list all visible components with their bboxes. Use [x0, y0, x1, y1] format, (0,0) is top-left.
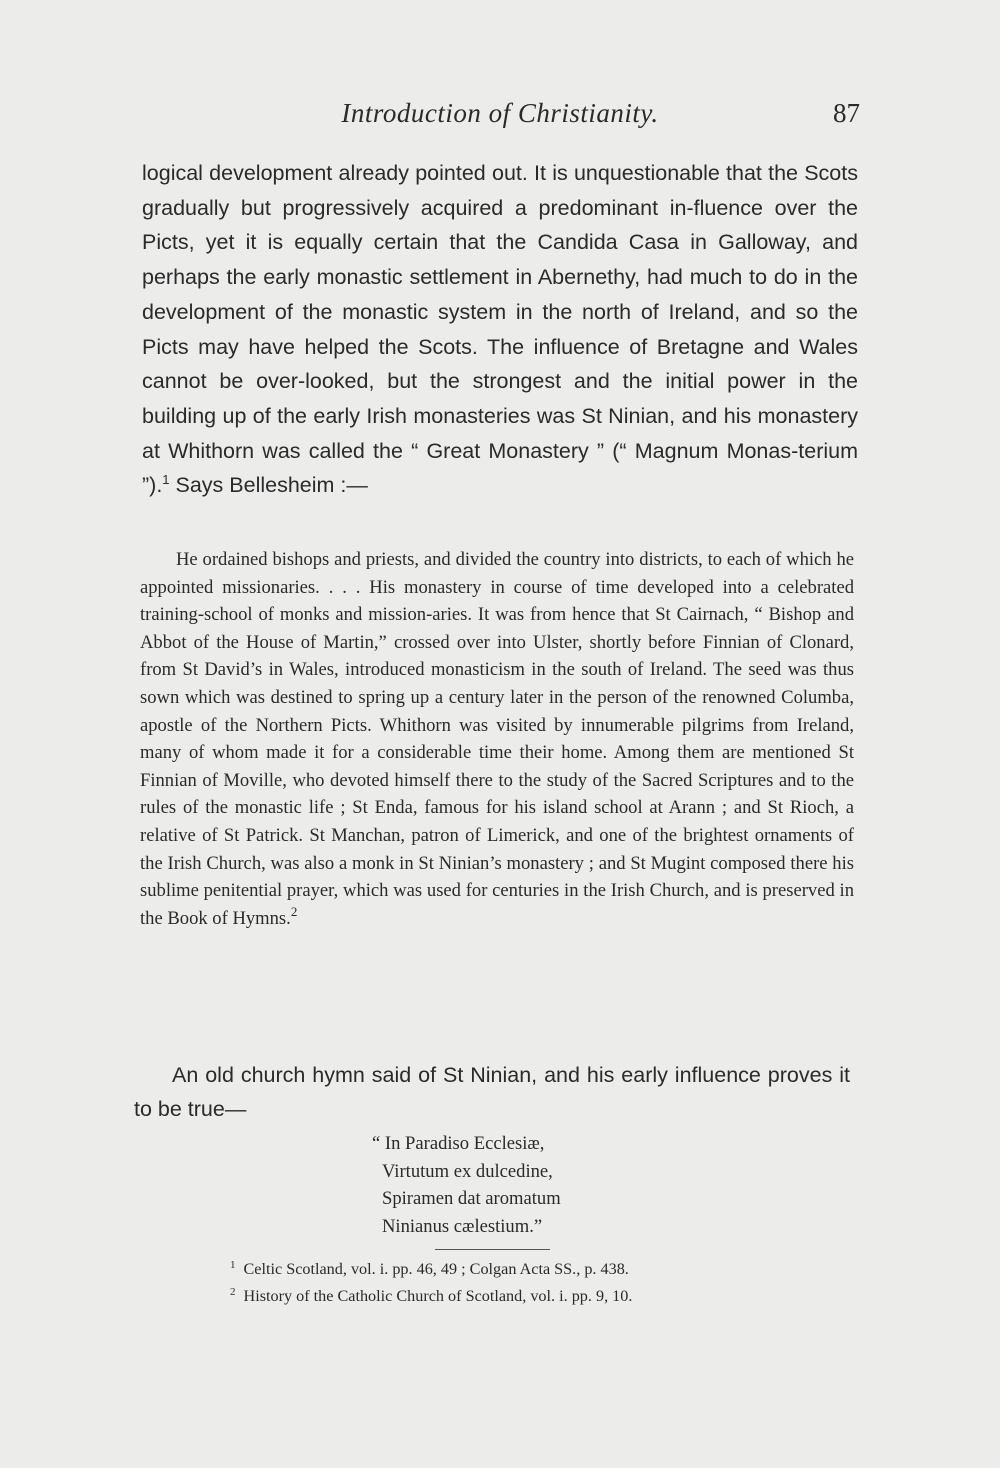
footnote-mark: 2 — [230, 1286, 236, 1298]
page-header — [140, 98, 860, 138]
hymn-line: “ In Paradiso Ecclesiæ, — [372, 1133, 545, 1154]
block-quote — [140, 546, 854, 932]
block-quote-text: He ordained bishops and priests, and divided the country into districts, to each of which he appointed missionaries. . . . His monastery in course of time developed into a celebrated training-school of monks and mission-aries. It was from hence that St Cairnach, “ Bishop and Abbot of the House of Martin,” crossed over into Ulster, shortly before Finnian of Clonard, from St David’s in Wales, introduced monasticism in the south of Ireland. The seed was thus sown which was destined to spring up a century later in the person of the renowned Columba, apostle of the Northern Picts. Whithorn was visited by innumerable pilgrims from Ireland, many of whom made it for a considerable time their home. Among them are mentioned St Finnian of Moville, who devoted himself there to the study of the Sacred Scriptures and to the rules of the monastic life ; St Enda, famous for his island school at Arann ; and St Rioch, a relative of St Patrick. St Manchan, patron of Limerick, and one of the brightest ornaments of the Irish Church, was also a monk in St Ninian’s monastery ; and St Mugint composed there his sublime penitential prayer, which was used for centuries in the Irish Church, and is preserved in the Book of Hymns. — [140, 549, 854, 929]
footnote-2 — [230, 1283, 632, 1310]
footnote-divider — [435, 1249, 550, 1250]
main-paragraph-text: logical development already pointed out. It is unquestionable that the Scots gradually but progressively acquired a predominant in-fluence over the Picts, yet it is equally certain that the Candida Casa in Galloway, and perhaps the early monastic settlement in Abernethy, had much to do in the development of the monastic system in the north of Ireland, and so the Picts may have helped the Scots. The influence of Bretagne and Wales cannot be over-looked, but the strongest and the initial power in the building up of the early Irish monasteries was St Ninian, and his monastery at Whithorn was called the “ Great Monastery ” (“ Magnum Monas-terium ”). — [142, 161, 858, 498]
footnote-text: Celtic Scotland, vol. i. pp. 46, 49 ; Colgan Acta SS., p. 438. — [243, 1260, 629, 1278]
footnote-ref-1: 1 — [162, 472, 170, 488]
footnote-ref-2: 2 — [290, 903, 298, 919]
after-quote-paragraph — [134, 1058, 850, 1126]
hymn-line: Spiramen dat aromatum — [382, 1188, 561, 1210]
footnotes — [230, 1256, 632, 1310]
main-paragraph-tail: Says Bellesheim :— — [169, 473, 368, 498]
hymn-line: Virtutum ex dulcedine, — [382, 1160, 553, 1182]
page-number: 87 — [833, 98, 860, 128]
footnote-1 — [230, 1256, 632, 1283]
footnote-mark: 1 — [230, 1259, 236, 1271]
hymn-line: Ninianus cælestium.” — [382, 1215, 543, 1237]
after-quote-text: An old church hymn said of St Ninian, and his early influence proves it to be true— — [134, 1063, 850, 1121]
footnote-text: History of the Catholic Church of Scotland, vol. i. pp. 9, 10. — [243, 1287, 633, 1305]
running-title: Introduction of Christianity. — [341, 98, 659, 128]
hymn-verse — [372, 1130, 561, 1240]
main-paragraph — [142, 156, 858, 503]
